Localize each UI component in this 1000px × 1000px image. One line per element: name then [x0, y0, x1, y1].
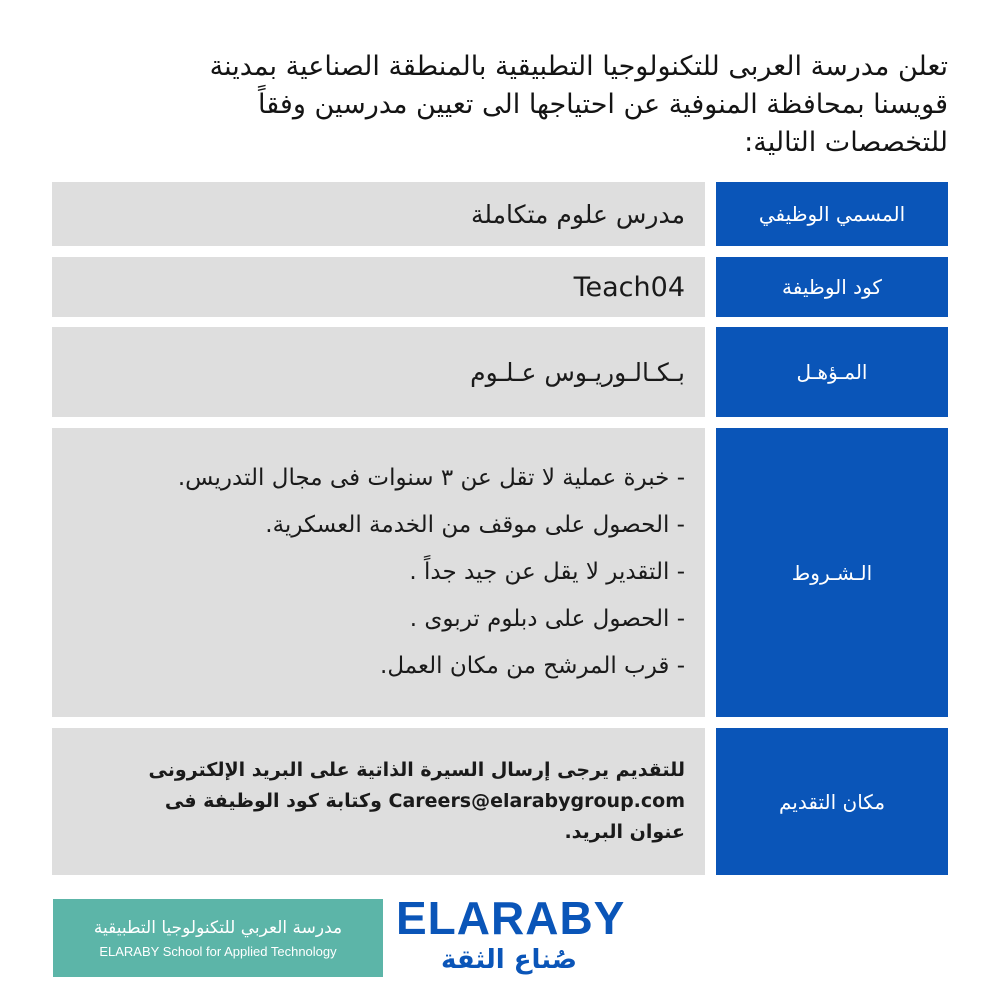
application-line-3: عنوان البريد.	[564, 821, 685, 843]
job-title-label: المسمي الوظيفي	[716, 182, 948, 246]
application-line-2	[72, 786, 685, 817]
job-code-label: كود الوظيفة	[716, 257, 948, 317]
application-line-1: للتقديم يرجى إرسال السيرة الذاتية على البريد الإلكترونى	[148, 759, 685, 781]
condition-item: - الحصول على دبلوم تربوى .	[409, 606, 685, 632]
condition-item: - قرب المرشح من مكان العمل.	[380, 653, 685, 679]
application-text	[72, 755, 685, 848]
qualification-value: بـكـالـوريـوس عـلـوم	[52, 327, 705, 417]
qualification-row	[52, 327, 948, 417]
job-code-value: Teach04	[52, 257, 705, 317]
conditions-value	[52, 428, 705, 717]
conditions-row	[52, 428, 948, 717]
intro-line-1: تعلن مدرسة العربى للتكنولوجيا التطبيقية بالمنطقة الصناعية بمدينة	[209, 51, 948, 82]
school-name-arabic: مدرسة العربي للتكنولوجيا التطبيقية	[93, 917, 343, 938]
application-row	[52, 728, 948, 875]
job-code-row	[52, 257, 948, 317]
application-label: مكان التقديم	[716, 728, 948, 875]
school-name-english: ELARABY School for Applied Technology	[99, 943, 337, 959]
brand-slogan-arabic: صُناع الثقة	[440, 945, 578, 975]
school-badge	[53, 899, 383, 977]
careers-email-link[interactable]: Careers@elarabygroup.com	[388, 790, 685, 812]
conditions-list	[72, 455, 685, 690]
qualification-label: المـؤهـل	[716, 327, 948, 417]
intro-line-3: للتخصصات التالية:	[744, 127, 948, 158]
application-line-2-text: وكتابة كود الوظيفة فى	[164, 790, 382, 812]
condition-item: - التقدير لا يقل عن جيد جداً .	[409, 559, 685, 585]
conditions-label: الـشـروط	[716, 428, 948, 717]
job-title-row	[52, 182, 948, 246]
application-value	[52, 728, 705, 875]
intro-line-2: قويسنا بمحافظة المنوفية عن احتياجها الى تعيين مدرسين وفقاً	[258, 89, 948, 120]
elaraby-logo	[396, 892, 626, 983]
job-title-value: مدرس علوم متكاملة	[52, 182, 705, 246]
condition-item: - خبرة عملية لا تقل عن ٣ سنوات فى مجال التدريس.	[177, 465, 685, 491]
brand-name-english: ELARABY	[396, 892, 626, 944]
condition-item: - الحصول على موقف من الخدمة العسكرية.	[265, 512, 685, 538]
announcement-intro	[52, 48, 948, 162]
